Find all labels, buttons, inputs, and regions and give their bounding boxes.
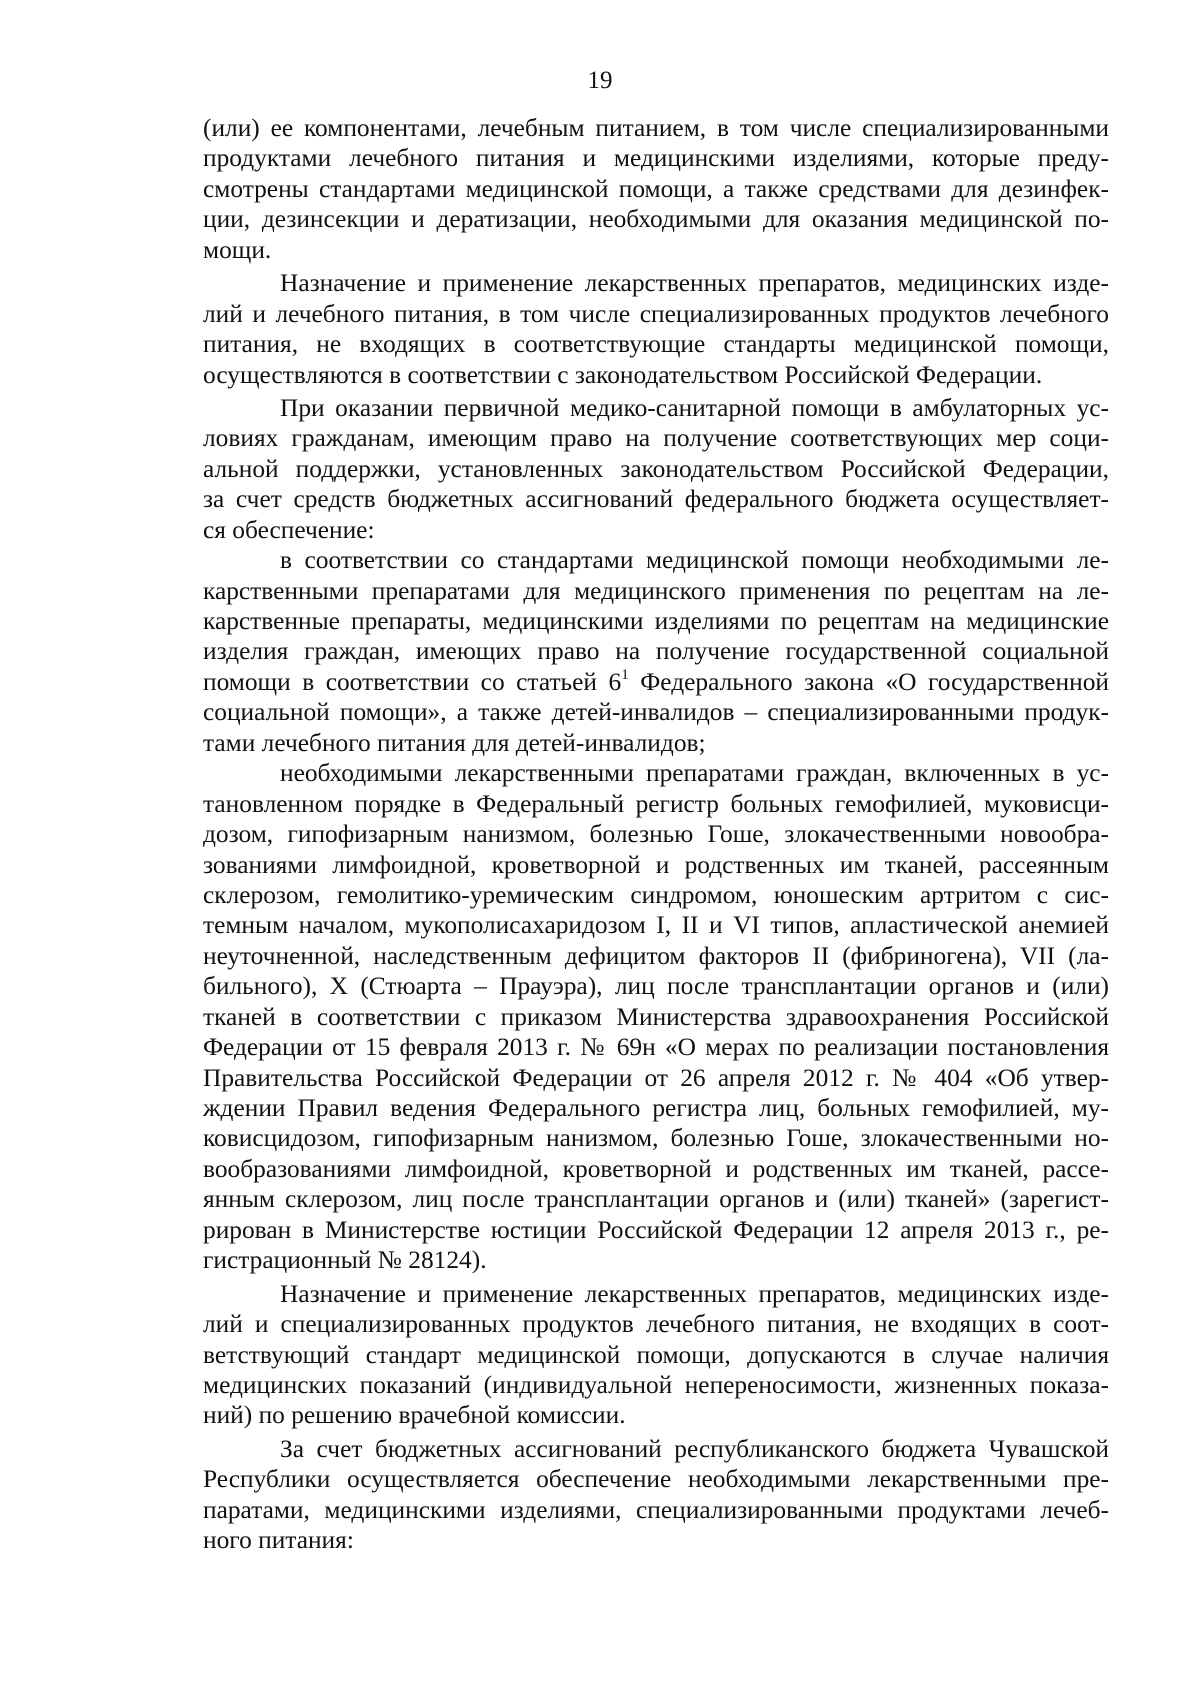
text-line: (или) ее компонентами, лечебным питанием, в том числе специализированными bbox=[203, 114, 1109, 142]
text-line: ний) по решению врачебной комиссии. bbox=[203, 1401, 626, 1430]
text-line: продуктами лечебного питания и медицинскими изделиями, которые преду- bbox=[203, 144, 1109, 173]
text-line: ковисцидозом, гипофизарным нанизмом, болезнью Гоше, злокачественными но- bbox=[203, 1124, 1109, 1153]
text-line: тановленном порядке в Федеральный регистр больных гемофилией, муковисци- bbox=[203, 789, 1109, 818]
text-line: ждении Правил ведения Федерального регистра лиц, больных гемофилией, му- bbox=[203, 1094, 1109, 1122]
text-line: вообразованиями лимфоидной, кроветворной и родственных им тканей, рассе- bbox=[203, 1154, 1109, 1183]
text-line: Федерации от 15 февраля 2013 г. № 69н «О мерах по реализации постановления bbox=[203, 1033, 1109, 1062]
text-segment: помощи в соответствии со статьей 6 bbox=[203, 667, 622, 696]
text-line: карственными препаратами для медицинского применения по рецептам на ле- bbox=[203, 576, 1109, 605]
text-line: янным склерозом, лиц после трансплантации органов и (или) тканей» (зарегист- bbox=[203, 1185, 1109, 1214]
text-line: ного питания: bbox=[203, 1526, 354, 1555]
text-line: склерозом, гемолитико-уремическим синдромом, юношеским артритом с сис- bbox=[203, 880, 1109, 909]
text-line bbox=[203, 667, 1109, 697]
footnote-superscript: 1 bbox=[621, 666, 629, 683]
text-line: Республики осуществляется обеспечение необходимыми лекарственными пре- bbox=[203, 1465, 1109, 1494]
text-line: За счет бюджетных ассигнований республиканского бюджета Чувашской bbox=[280, 1434, 1109, 1463]
text-line: Назначение и применение лекарственных препаратов, медицинских изде- bbox=[280, 1279, 1109, 1308]
text-line: Правительства Российской Федерации от 26 апреля 2012 г. № 404 «Об утвер- bbox=[203, 1063, 1109, 1092]
text-line: зованиями лимфоидной, кроветворной и родственных им тканей, рассеянным bbox=[203, 850, 1109, 879]
text-line: мощи. bbox=[203, 235, 272, 264]
text-line: паратами, медицинскими изделиями, специализированными продуктами лечеб- bbox=[203, 1495, 1109, 1524]
text-segment: Федерального закона «О государственной bbox=[628, 667, 1109, 696]
text-line: изделия граждан, имеющих право на получение государственной социальной bbox=[203, 637, 1109, 666]
text-line: рирован в Министерстве юстиции Российской Федерации 12 апреля 2013 г., ре- bbox=[203, 1215, 1109, 1244]
text-line: бильного), X (Стюарта – Прауэра), лиц после трансплантации органов и (или) bbox=[203, 972, 1109, 1001]
text-line: ся обеспечение: bbox=[203, 515, 375, 544]
body-text bbox=[203, 113, 1109, 1556]
text-line: карственные препараты, медицинскими изделиями по рецептам на медицинские bbox=[203, 607, 1109, 635]
text-line: ловиях гражданам, имеющим право на получение соответствующих мер соци- bbox=[203, 424, 1109, 453]
text-line: ветствующий стандарт медицинской помощи, допускаются в случае наличия bbox=[203, 1340, 1109, 1369]
text-line: питания, не входящих в соответствующие стандарты медицинской помощи, bbox=[203, 330, 1109, 359]
text-line: гистрационный № 28124). bbox=[203, 1246, 487, 1275]
text-line: дозом, гипофизарным нанизмом, болезнью Гоше, злокачественными новообра- bbox=[203, 820, 1109, 849]
text-line: альной поддержки, установленных законодательством Российской Федерации, bbox=[203, 454, 1109, 483]
text-line: осуществляются в соответствии с законодательством Российской Федерации. bbox=[203, 360, 1043, 389]
text-line: темным началом, мукополисахаридозом I, II и VI типов, апластической анемией bbox=[203, 911, 1109, 940]
text-line: ции, дезинсекции и дератизации, необходимыми для оказания медицинской по- bbox=[203, 205, 1109, 234]
text-line: за счет средств бюджетных ассигнований федерального бюджета осуществляет- bbox=[203, 485, 1109, 514]
text-line: тканей в соответствии с приказом Министерства здравоохранения Российской bbox=[203, 1002, 1109, 1031]
text-line: социальной помощи», а также детей-инвалидов – специализированными продук- bbox=[203, 698, 1109, 727]
text-line: медицинских показаний (индивидуальной непереносимости, жизненных показа- bbox=[203, 1370, 1109, 1399]
text-line: необходимыми лекарственными препаратами граждан, включенных в ус- bbox=[280, 759, 1109, 788]
text-line: смотрены стандартами медицинской помощи, а также средствами для дезинфек- bbox=[203, 174, 1109, 203]
text-line: Назначение и применение лекарственных препаратов, медицинских изде- bbox=[280, 269, 1109, 298]
page-number: 19 bbox=[587, 67, 613, 94]
text-line: При оказании первичной медико-санитарной помощи в амбулаторных ус- bbox=[280, 393, 1109, 422]
text-line: в соответствии со стандартами медицинской помощи необходимыми ле- bbox=[280, 546, 1109, 575]
text-line: лий и лечебного питания, в том числе специализированных продуктов лечебного bbox=[203, 299, 1109, 328]
text-line: тами лечебного питания для детей-инвалидов; bbox=[203, 728, 706, 757]
text-line: неуточненной, наследственным дефицитом факторов II (фибриногена), VII (ла- bbox=[203, 941, 1109, 970]
text-line: лий и специализированных продуктов лечебного питания, не входящих в соот- bbox=[203, 1310, 1109, 1339]
